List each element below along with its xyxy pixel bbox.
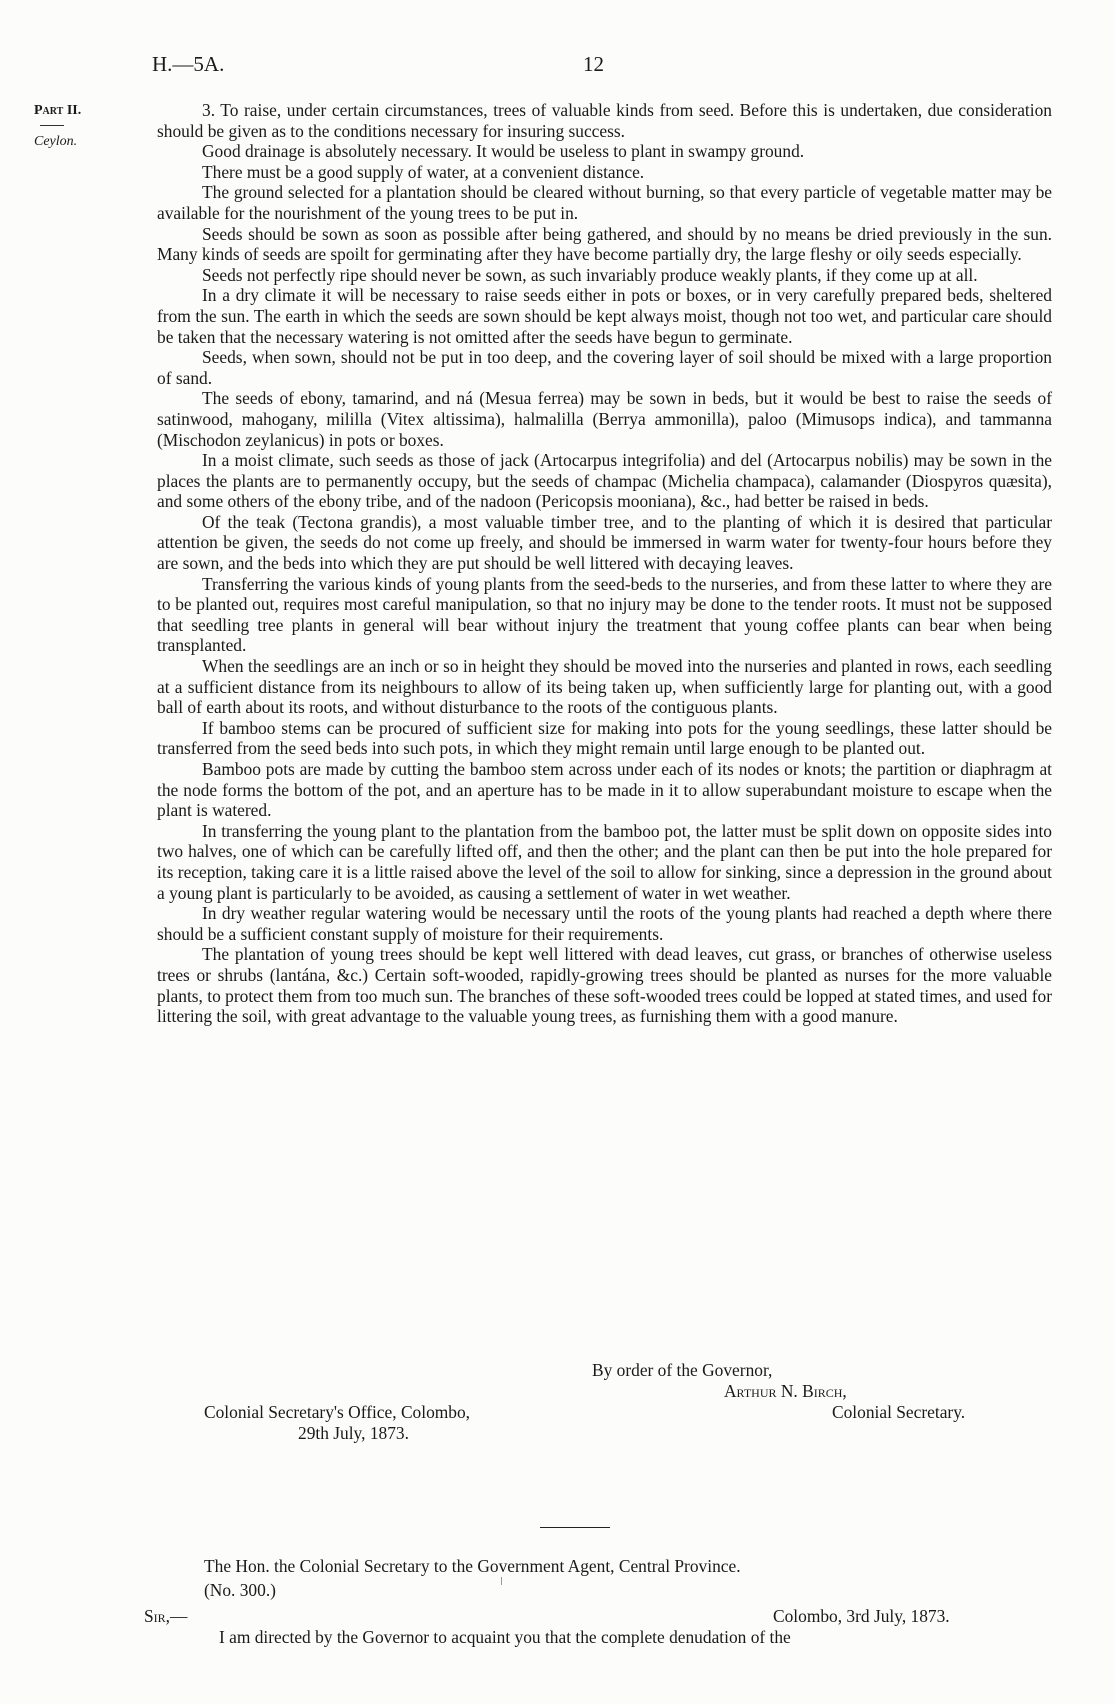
- paragraph: In transferring the young plant to the plantation from the bamboo pot, the latter must be split down on opposite sides into two halves, one of which can be carefully lifted off, and then the other; and the plant can then be put into the hole prepared for its reception, taking care it is a little raised above the level of the soil to allow for sinking, since a depression in the ground about a young plant is particularly to be avoided, as causing a settlement of water in wet weather.: [157, 820, 1052, 903]
- page-number: 12: [583, 52, 604, 76]
- office-line: Colonial Secretary's Office, Colombo,: [204, 1402, 471, 1422]
- margin-place-label: Ceylon.: [34, 134, 78, 149]
- paragraph: Transferring the various kinds of young plants from the seed-beds to the nurseries, and from these latter to where they are to be planted out, requires most careful manipulation, so that no injury may be done to the tender roots. It must not be supposed that seedling tree plants in general will bear without injury the treatment that young coffee plants can bear when being transplanted.: [157, 573, 1052, 656]
- paragraph: Seeds not perfectly ripe should never be sown, as such invariably produce weakly plants, if they come up at all.: [202, 264, 978, 285]
- paragraph: If bamboo stems can be procured of sufficient size for making into pots for the young seedlings, these latter should be transferred from the seed beds into such pots, in which they might remain until large enough to be planted out.: [157, 717, 1052, 759]
- running-header: H.—5A.: [152, 52, 225, 76]
- paragraph: 3. To raise, under certain circumstances, trees of valuable kinds from seed. Before this is undertaken, due consideration should be given as to the conditions necessary for insuring success.: [157, 100, 1052, 141]
- signatory-title: Colonial Secretary.: [832, 1402, 966, 1422]
- paragraph: In a moist climate, such seeds as those of jack (Artocarpus integrifolia) and del (Artocarpus nobilis) may be sown in the places the plants are to permanently occupy, but the seeds of champac (Michelia champaca), calamander (Diospyros quæsita), and some others of the ebony tribe, and of the nadoon (Pericopsis mooniana), &c., had better be raised in beds.: [157, 450, 1052, 512]
- paragraph: In dry weather regular watering would be necessary until the roots of the young plants had reached a depth where there should be a sufficient constant supply of moisture for their requirements.: [157, 903, 1052, 944]
- signature-date: 29th July, 1873.: [298, 1423, 409, 1443]
- paragraph: Seeds, when sown, should not be put in too deep, and the covering layer of soil should be mixed with a large proportion of sand.: [157, 347, 1052, 388]
- paragraph: The seeds of ebony, tamarind, and ná (Mesua ferrea) may be sown in beds, but it would be best to raise the seeds of satinwood, mahogany, milillа (Vitex altissima), halmalilla (Berrya ammonilla), paloo (Mimusops indica), and tammanna (Mischodon zeylanicus) in pots or boxes.: [157, 388, 1052, 450]
- letter-number: (No. 300.): [204, 1580, 276, 1600]
- salutation: Sir,—: [144, 1606, 188, 1626]
- letter-opening: I am directed by the Governor to acquaint you that the complete denudation of the: [219, 1627, 791, 1647]
- section-divider: [540, 1527, 610, 1528]
- letter-place-date: Colombo, 3rd July, 1873.: [773, 1606, 950, 1626]
- paragraph: Of the teak (Tectona grandis), a most valuable timber tree, and to the planting of which it is desired that particular attention be given, the seeds do not come up freely, and should be immersed in warm water for twenty-four hours before they are sown, and the beds into which they are put should be well littered with decaying leaves.: [157, 511, 1052, 574]
- paragraph: Bamboo pots are made by cutting the bamboo stem across under each of its nodes or knots; the partition or diaphragm at the node forms the bottom of the pot, and an aperture has to be made in it to allow superabundant moisture to escape when the plant is watered.: [157, 759, 1052, 821]
- letter-heading: The Hon. the Colonial Secretary to the Government Agent, Central Province.: [204, 1556, 741, 1576]
- body-text: [157, 100, 1052, 1027]
- signatory-name: Arthur N. Birch,: [724, 1381, 847, 1401]
- paragraph: In a dry climate it will be necessary to raise seeds either in pots or boxes, or in very carefully prepared beds, sheltered from the sun. The earth in which the seeds are sown should be kept always moist, though not too wet, and particular care should be taken that the necessary watering is not omitted after the seeds have begun to germinate.: [157, 285, 1052, 347]
- margin-divider: [40, 125, 64, 126]
- margin-part-label: Part II.: [34, 103, 82, 118]
- paragraph: There must be a good supply of water, at a convenient distance.: [202, 161, 645, 182]
- paragraph: The ground selected for a plantation should be cleared without burning, so that every particle of vegetable matter may be available for the nourishment of the young trees to be put in.: [157, 182, 1052, 223]
- paragraph: When the seedlings are an inch or so in height they should be moved into the nurseries and planted in rows, each seedling at a sufficient distance from its neighbours to allow of its being taken up, when sufficiently large for planting out, with a good ball of earth about its roots, and without disturbance to the roots of the contiguous plants.: [157, 656, 1052, 718]
- paragraph: Seeds should be sown as soon as possible after being gathered, and should by no means be dried previously in the sun. Many kinds of seeds are spoilt for germinating after they have become partially dry, the large fleshy or oily seeds especially.: [157, 223, 1052, 265]
- paragraph: The plantation of young trees should be kept well littered with dead leaves, cut grass, or branches of otherwise useless trees or shrubs (lantána, &c.) Certain soft-wooded, rapidly-growing trees should be planted as nurses for the more valuable plants, to protect them from too much sun. The branches of these soft-wooded trees could be lopped at stated times, and used for littering the soil, with great advantage to the valuable young trees, as furnishing them with a good manure.: [157, 944, 1052, 1027]
- by-order-line: By order of the Governor,: [592, 1360, 773, 1380]
- mark: [501, 1577, 502, 1585]
- paragraph: Good drainage is absolutely necessary. It would be useless to plant in swampy ground.: [202, 141, 805, 162]
